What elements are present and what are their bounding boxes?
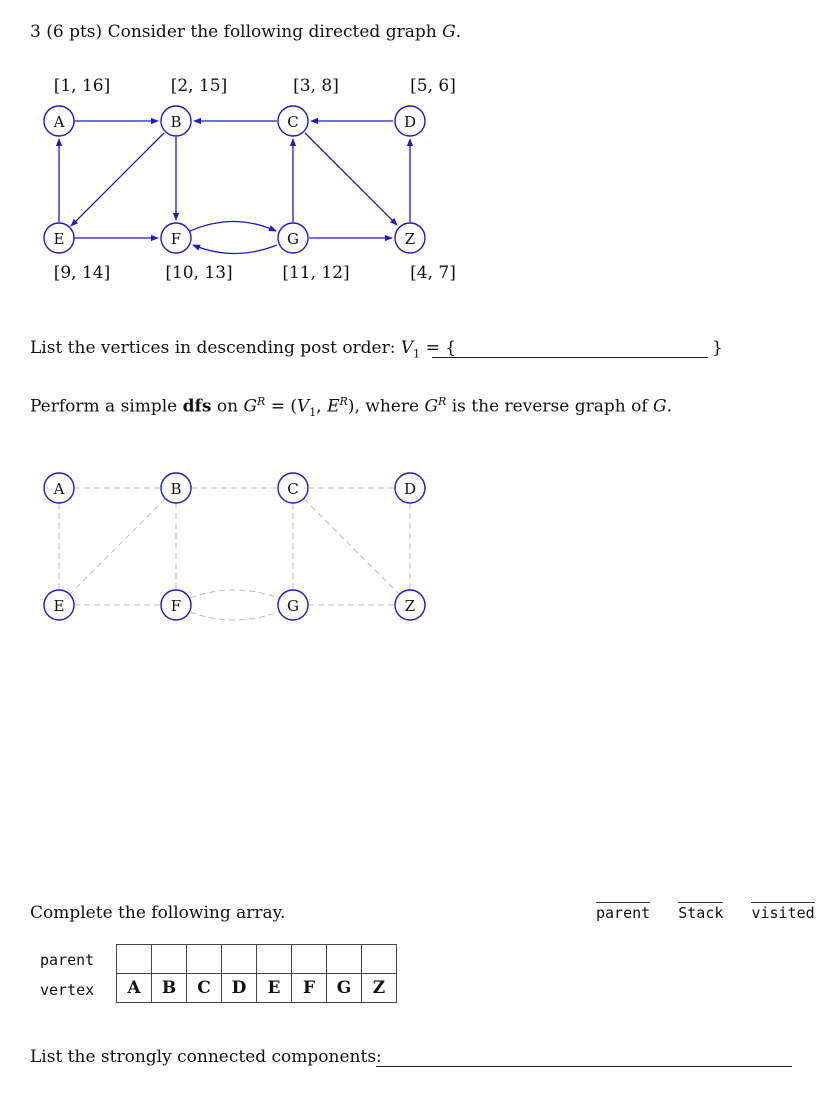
post-order-answer-line[interactable] [432, 357, 708, 358]
dfs-v: V [297, 396, 310, 417]
dash-f-g-upper [190, 590, 279, 598]
question-prompt: Consider the following directed graph [107, 22, 437, 42]
dfs-g3: G [653, 396, 667, 417]
interval-b: [2, 15] [170, 76, 228, 96]
parent-cell-c[interactable] [187, 945, 222, 974]
parent-cell-d[interactable] [222, 945, 257, 974]
dfs-g2: G [424, 396, 439, 417]
gr-node-c-label: C [287, 480, 299, 498]
dfs-on: on [216, 396, 239, 417]
dash-b-e [70, 499, 165, 594]
v-sub: 1 [413, 347, 421, 361]
gr-node-a-label: A [53, 480, 65, 498]
parent-cell-z[interactable] [362, 945, 397, 974]
dfs-rest: is the reverse graph of [451, 396, 648, 417]
row-label-parent: parent [40, 951, 95, 969]
interval-g: [11, 12] [282, 263, 350, 283]
dfs-comma: , [316, 396, 322, 417]
vertex-cell: Z [362, 974, 397, 1003]
dfs-period: . [666, 396, 673, 417]
vertex-row [117, 974, 397, 1003]
dfs-eq: = ( [270, 396, 298, 417]
vertex-cell: A [117, 974, 152, 1003]
vertex-cell: G [327, 974, 362, 1003]
array-prompt: Complete the following array. [30, 903, 286, 923]
v-var: V [400, 338, 414, 358]
v-eq: = { [425, 338, 457, 358]
interval-c: [3, 8] [293, 76, 339, 96]
post-order-text: List the vertices in descending post order: [30, 338, 396, 358]
legend-parent: parent [596, 904, 651, 922]
interval-a: [1, 16] [53, 76, 111, 96]
edge-f-g [190, 222, 276, 232]
gr-node-e-label: E [53, 597, 65, 615]
interval-f: [10, 13] [165, 263, 233, 283]
scc-answer-line[interactable] [376, 1066, 792, 1067]
edge-b-e [71, 133, 164, 226]
node-b-label: B [170, 113, 182, 131]
parent-cell-g[interactable] [327, 945, 362, 974]
dfs-prompt [30, 395, 672, 419]
parent-array [116, 944, 397, 1003]
dash-c-z [304, 499, 399, 594]
dfs-e: E [327, 396, 340, 417]
dfs-g-sup: R [257, 395, 266, 408]
edge-c-z [305, 133, 397, 225]
scc-prompt: List the strongly connected components: [30, 1047, 382, 1067]
dfs-pre: Perform a simple [30, 396, 178, 417]
dfs-e-sup: R [339, 395, 348, 408]
gr-node-d-label: D [403, 480, 417, 498]
node-e-label: E [53, 230, 65, 248]
legend-visited: visited [751, 904, 815, 922]
question-number: 3 [30, 22, 41, 42]
edge-g-f [193, 245, 277, 254]
parent-cell-a[interactable] [117, 945, 152, 974]
vertex-cell: E [257, 974, 292, 1003]
vertex-cell: C [187, 974, 222, 1003]
parent-cell-f[interactable] [292, 945, 327, 974]
node-z-label: Z [404, 230, 416, 248]
node-c-label: C [287, 113, 299, 131]
graph-name: G [442, 22, 456, 42]
dfs-g: G [243, 396, 258, 417]
interval-e: [9, 14] [53, 263, 111, 283]
parent-row [117, 945, 397, 974]
parent-cell-e[interactable] [257, 945, 292, 974]
dfs-g2-sup: R [438, 395, 447, 408]
dfs-keyword: dfs [182, 396, 212, 417]
question-points: (6 pts) [46, 22, 103, 42]
legend [596, 904, 815, 922]
node-f-label: F [170, 230, 182, 248]
node-d-label: D [403, 113, 417, 131]
dfs-where: where [365, 396, 420, 417]
gr-node-g-label: G [287, 597, 299, 615]
graph-gr-template [0, 460, 830, 640]
parent-cell-b[interactable] [152, 945, 187, 974]
node-a-label: A [53, 113, 65, 131]
vertex-cell: B [152, 974, 187, 1003]
vertex-cell: D [222, 974, 257, 1003]
dash-f-g-lower [190, 612, 279, 620]
post-order-close: } [712, 338, 723, 358]
dfs-close: ), [347, 396, 360, 417]
row-label-vertex: vertex [40, 981, 95, 999]
dfs-v-sub: 1 [309, 406, 317, 420]
interval-d: [5, 6] [410, 76, 456, 96]
gr-node-b-label: B [170, 480, 182, 498]
period: . [455, 22, 462, 42]
post-order-prompt [30, 338, 456, 360]
gr-node-f-label: F [170, 597, 182, 615]
legend-stack: Stack [678, 904, 724, 922]
graph-g [0, 0, 830, 300]
interval-z: [4, 7] [410, 263, 456, 283]
node-g-label: G [287, 230, 299, 248]
vertex-cell: F [292, 974, 327, 1003]
gr-node-z-label: Z [404, 597, 416, 615]
